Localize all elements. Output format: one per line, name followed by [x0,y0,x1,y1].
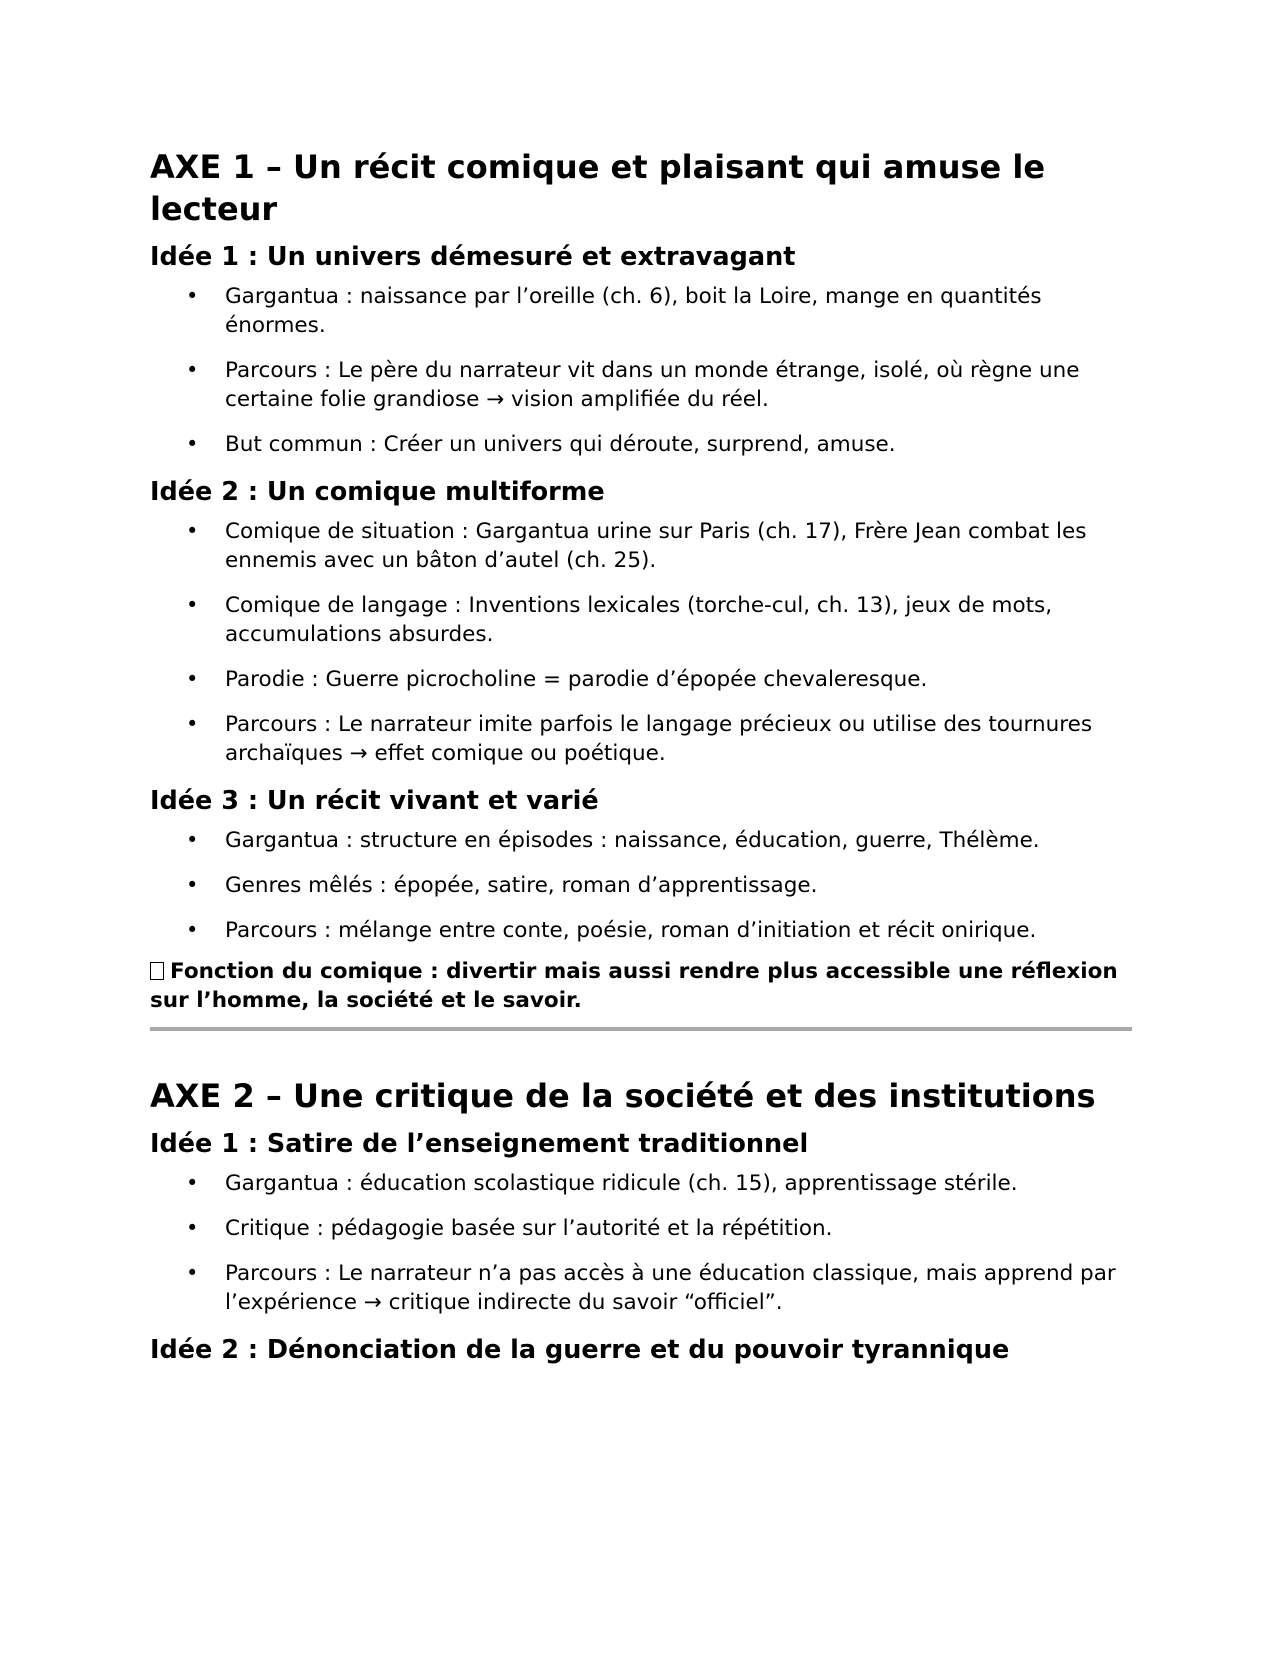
list-item [150,665,1132,694]
axe-1-conclusion-text: Fonction du comique : divertir mais aussi rendre plus accessible une réflexion sur l’homme, la société et le savoir. [150,959,1118,1013]
bullet-icon: • [186,1261,199,1285]
axe-1-idee-3-list [150,826,1132,945]
list-item-text: Comique de langage : Inventions lexicales (torche-cul, ch. 13), jeux de mots, accumulations absurdes. [225,593,1053,647]
section-divider [150,1027,1132,1031]
list-item [150,1214,1132,1243]
list-item [150,1259,1132,1317]
axe-2-idee-1-heading: Idée 1 : Satire de l’enseignement traditionnel [150,1129,809,1159]
list-item [150,430,1132,459]
axe-1-idee-1-list [150,282,1132,459]
axe-2-idee-1-list [150,1169,1132,1317]
axe-1-idee-3-heading: Idée 3 : Un récit vivant et varié [150,786,599,816]
list-item-text: Parcours : Le narrateur n’a pas accès à une éducation classique, mais apprend par l’expérience → critique indirecte du savoir “officiel”. [225,1261,1116,1315]
list-item [150,710,1132,768]
list-item [150,1169,1132,1198]
list-item [150,591,1132,649]
bullet-icon: • [186,1171,199,1195]
axe-1-idee-2-list [150,517,1132,768]
list-item [150,871,1132,900]
list-item-text: Comique de situation : Gargantua urine sur Paris (ch. 17), Frère Jean combat les ennemis avec un bâton d’autel (ch. 25). [225,519,1087,573]
bullet-icon: • [186,432,199,456]
bullet-icon: • [186,918,199,942]
list-item-text: Parcours : Le père du narrateur vit dans un monde étrange, isolé, où règne une certaine folie grandiose → vision amplifiée du réel. [225,358,1080,412]
bullet-icon: • [186,1216,199,1240]
axe-1-idee-1-heading: Idée 1 : Un univers démesuré et extravagant [150,242,796,272]
list-item [150,356,1132,414]
axe-1-idee-2-heading: Idée 2 : Un comique multiforme [150,477,605,507]
list-item [150,282,1132,340]
list-item-text: Parcours : Le narrateur imite parfois le langage précieux ou utilise des tournures archaïques → effet comique ou poétique. [225,712,1093,766]
list-item-text: Genres mêlés : épopée, satire, roman d’apprentissage. [225,873,818,898]
bullet-icon: • [186,873,199,897]
missing-glyph-icon [150,962,164,980]
list-item-text: Gargantua : naissance par l’oreille (ch. 6), boit la Loire, mange en quantités énormes. [225,284,1042,338]
bullet-icon: • [186,712,199,736]
list-item-text: Gargantua : éducation scolastique ridicule (ch. 15), apprentissage stérile. [225,1171,1018,1196]
document-page [150,146,1132,1375]
axe-2-idee-2-heading: Idée 2 : Dénonciation de la guerre et du pouvoir tyrannique [150,1335,1010,1365]
bullet-icon: • [186,667,199,691]
bullet-icon: • [186,828,199,852]
list-item [150,826,1132,855]
axe-1-conclusion [150,957,1132,1015]
list-item-text: Critique : pédagogie basée sur l’autorité et la répétition. [225,1216,833,1241]
bullet-icon: • [186,358,199,382]
list-item-text: Parcours : mélange entre conte, poésie, roman d’initiation et récit onirique. [225,918,1037,943]
list-item [150,916,1132,945]
bullet-icon: • [186,593,199,617]
bullet-icon: • [186,284,199,308]
axe-1-heading: AXE 1 – Un récit comique et plaisant qui amuse le lecteur [150,148,1046,228]
list-item-text: Parodie : Guerre picrocholine = parodie d’épopée chevaleresque. [225,667,928,692]
list-item-text: Gargantua : structure en épisodes : naissance, éducation, guerre, Thélème. [225,828,1040,853]
list-item [150,517,1132,575]
bullet-icon: • [186,519,199,543]
axe-2-heading: AXE 2 – Une critique de la société et des institutions [150,1077,1096,1115]
list-item-text: But commun : Créer un univers qui déroute, surprend, amuse. [225,432,896,457]
